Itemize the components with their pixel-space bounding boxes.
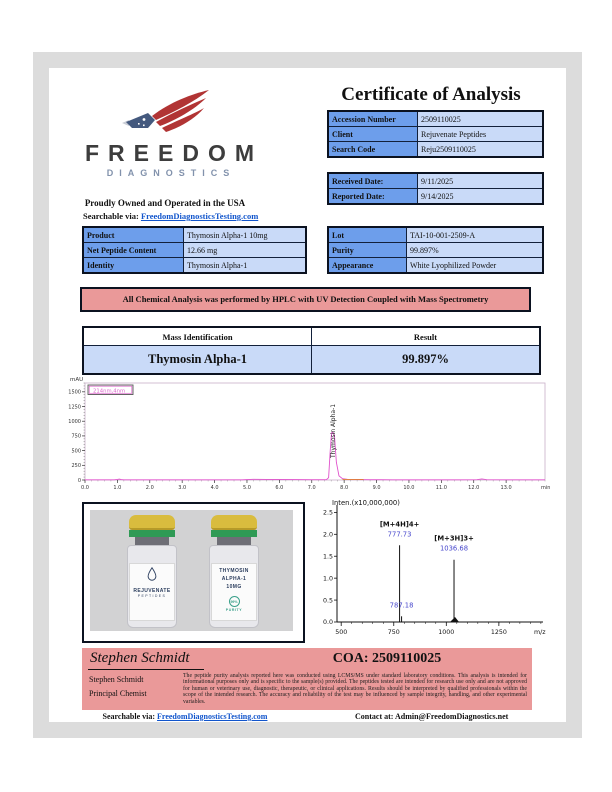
kv-value: 9/11/2025 [418,173,544,189]
chemist-title: Principal Chemist [89,689,147,698]
kv-value: 2509110025 [418,111,544,127]
footer-searchable-label: Searchable via: [102,712,156,721]
kv-value: 12.66 mg [184,243,307,258]
vial-brand-sub: PEPTIDES [137,594,167,598]
svg-text:750: 750 [71,433,81,440]
svg-text:10.0: 10.0 [403,485,415,491]
lot-table [327,226,544,274]
purity-badge-label: PURITY [225,608,243,612]
table-row [328,127,543,142]
svg-text:4.0: 4.0 [210,485,219,491]
svg-text:[M+4H]4+: [M+4H]4+ [379,520,420,529]
kv-label: Appearance [328,258,407,274]
table-row [83,243,306,258]
svg-text:0.5: 0.5 [322,597,333,605]
footer-searchable [85,712,285,721]
disclaimer-text: The peptide purity analysis reported here was conducted using LCMS/MS under standard laboratory conditions. This analysis is intended for informational purposes only and is specific to the sample(s) provided. The peptides tested are intended for research use only and are not approved for human or veterinary use, diagnostic, therapeutic, or clinical applications. Results should be interpreted by qualified professionals within the scope of the intended research. The accuracy and reliability of the test may be influenced by sample integrity, handling, and other experimental variables. [183,673,527,705]
vial-product-line3: 10MG [226,584,242,590]
svg-text:Inten.(x10,000,000): Inten.(x10,000,000) [332,499,400,507]
kv-label: Identity [83,258,184,274]
kv-label: Client [328,127,418,142]
svg-text:9.0: 9.0 [372,485,381,491]
mass-identification-table [82,326,541,375]
table-row [328,111,543,127]
vial-photo [90,510,293,631]
kv-label: Search Code [328,142,418,158]
svg-text:1.5: 1.5 [322,553,333,561]
svg-text:1000: 1000 [438,629,455,636]
mass-id-value: Thymosin Alpha-1 [83,346,312,375]
kv-value: White Lyophilized Powder [407,258,544,274]
tagline: Proudly Owned and Operated in the USA [84,198,246,208]
svg-text:1500: 1500 [68,389,81,396]
svg-text:mAU: mAU [70,377,84,383]
kv-value: TAI-10-001-2509-A [407,227,544,243]
svg-text:0.0: 0.0 [322,619,333,627]
result-header: Result [312,327,541,346]
kv-value: 9/14/2025 [418,189,544,205]
svg-text:2.0: 2.0 [145,485,154,491]
mass-id-header: Mass Identification [83,327,312,346]
method-banner: All Chemical Analysis was performed by HPLC with UV Detection Coupled with Mass Spectrometry [80,287,531,312]
vial-label [129,563,175,621]
mass-spectrum [322,497,550,640]
table-row [328,243,543,258]
svg-text:2.0: 2.0 [322,531,333,539]
vial-crimp [217,537,251,545]
kv-label: Received Date: [328,173,418,189]
vial-back [208,515,260,628]
svg-text:1036.68: 1036.68 [439,544,469,553]
signature-block [82,648,532,710]
table-header-row [83,327,540,346]
vial-cap [211,515,257,530]
hplc-chromatogram [63,374,550,496]
table-row [83,227,306,243]
kv-label: Lot [328,227,407,243]
dates-table [327,172,544,205]
svg-text:500: 500 [335,629,348,636]
svg-text:6.0: 6.0 [275,485,284,491]
svg-text:750: 750 [387,629,400,636]
svg-text:m/z: m/z [534,629,546,636]
kv-label: Accession Number [328,111,418,127]
svg-text:214nm,4nm: 214nm,4nm [93,388,126,395]
brand-name: FREEDOM [85,140,263,166]
kv-label: Product [83,227,184,243]
table-row [328,258,543,274]
svg-text:250: 250 [71,463,81,470]
svg-text:Thymosin Alpha-1: Thymosin Alpha-1 [329,403,337,458]
searchable-line [83,211,258,221]
table-row [328,142,543,158]
purity-badge: 99% [229,596,240,607]
coa-number: COA: 2509110025 [332,651,442,666]
product-photo-box [82,502,305,643]
vial-product-line1: THYMOSIN [219,568,249,574]
eagle-logo-icon [118,90,213,142]
svg-text:0: 0 [77,477,81,484]
svg-text:[M+3H]3+: [M+3H]3+ [434,534,474,543]
kv-value: 99.897% [407,243,544,258]
vial-brand: REJUVENATE [133,588,171,594]
svg-text:min: min [541,485,550,491]
kv-value: Thymosin Alpha-1 [184,258,307,274]
table-row [328,173,543,189]
chemist-name: Stephen Schmidt [89,675,144,684]
result-value: 99.897% [312,346,541,375]
searchable-label: Searchable via: [83,211,139,221]
table-row [83,258,306,274]
svg-text:777.73: 777.73 [387,530,412,539]
svg-text:12.0: 12.0 [468,485,480,491]
droplet-icon [147,567,157,581]
vial-cap [129,515,175,530]
svg-text:8.0: 8.0 [340,485,349,491]
kv-value: Thymosin Alpha-1 10mg [184,227,307,243]
signature-script: Stephen Schmidt [88,650,204,670]
svg-text:1250: 1250 [490,629,507,636]
product-table [82,226,307,274]
svg-text:1000: 1000 [68,419,81,426]
kv-value: Reju2509110025 [418,142,544,158]
vial-seal [129,530,175,537]
table-row [83,346,540,375]
svg-text:1.0: 1.0 [113,485,122,491]
kv-value: Rejuvenate Peptides [418,127,544,142]
svg-text:500: 500 [71,448,81,455]
svg-text:7.0: 7.0 [307,485,316,491]
svg-text:1250: 1250 [68,404,81,411]
brand-subtitle: DIAGNOSTICS [106,168,236,178]
kv-label: Purity [328,243,407,258]
svg-text:0.0: 0.0 [81,485,89,491]
table-row [328,227,543,243]
svg-text:11.0: 11.0 [435,485,447,491]
table-row [328,189,543,205]
accession-table [327,110,544,158]
footer-contact: Contact at: Admin@FreedomDiagnostics.net [355,712,509,721]
svg-text:5.0: 5.0 [242,485,251,491]
svg-text:787.18: 787.18 [389,601,414,610]
kv-label: Reported Date: [328,189,418,205]
footer-searchable-link[interactable]: FreedomDiagnosticsTesting.com [157,712,268,721]
vial-front [126,515,178,628]
page-title: Certificate of Analysis [341,84,521,105]
vial-crimp [135,537,169,545]
vial-label [211,563,257,621]
vial-seal [211,530,257,537]
kv-label: Net Peptide Content [83,243,184,258]
svg-text:3.0: 3.0 [178,485,187,491]
svg-text:2.5: 2.5 [322,509,333,517]
svg-text:1.0: 1.0 [322,575,333,583]
searchable-link[interactable]: FreedomDiagnosticsTesting.com [140,211,259,221]
svg-text:13.0: 13.0 [500,485,512,491]
vial-product-line2: ALPHA-1 [221,576,247,582]
